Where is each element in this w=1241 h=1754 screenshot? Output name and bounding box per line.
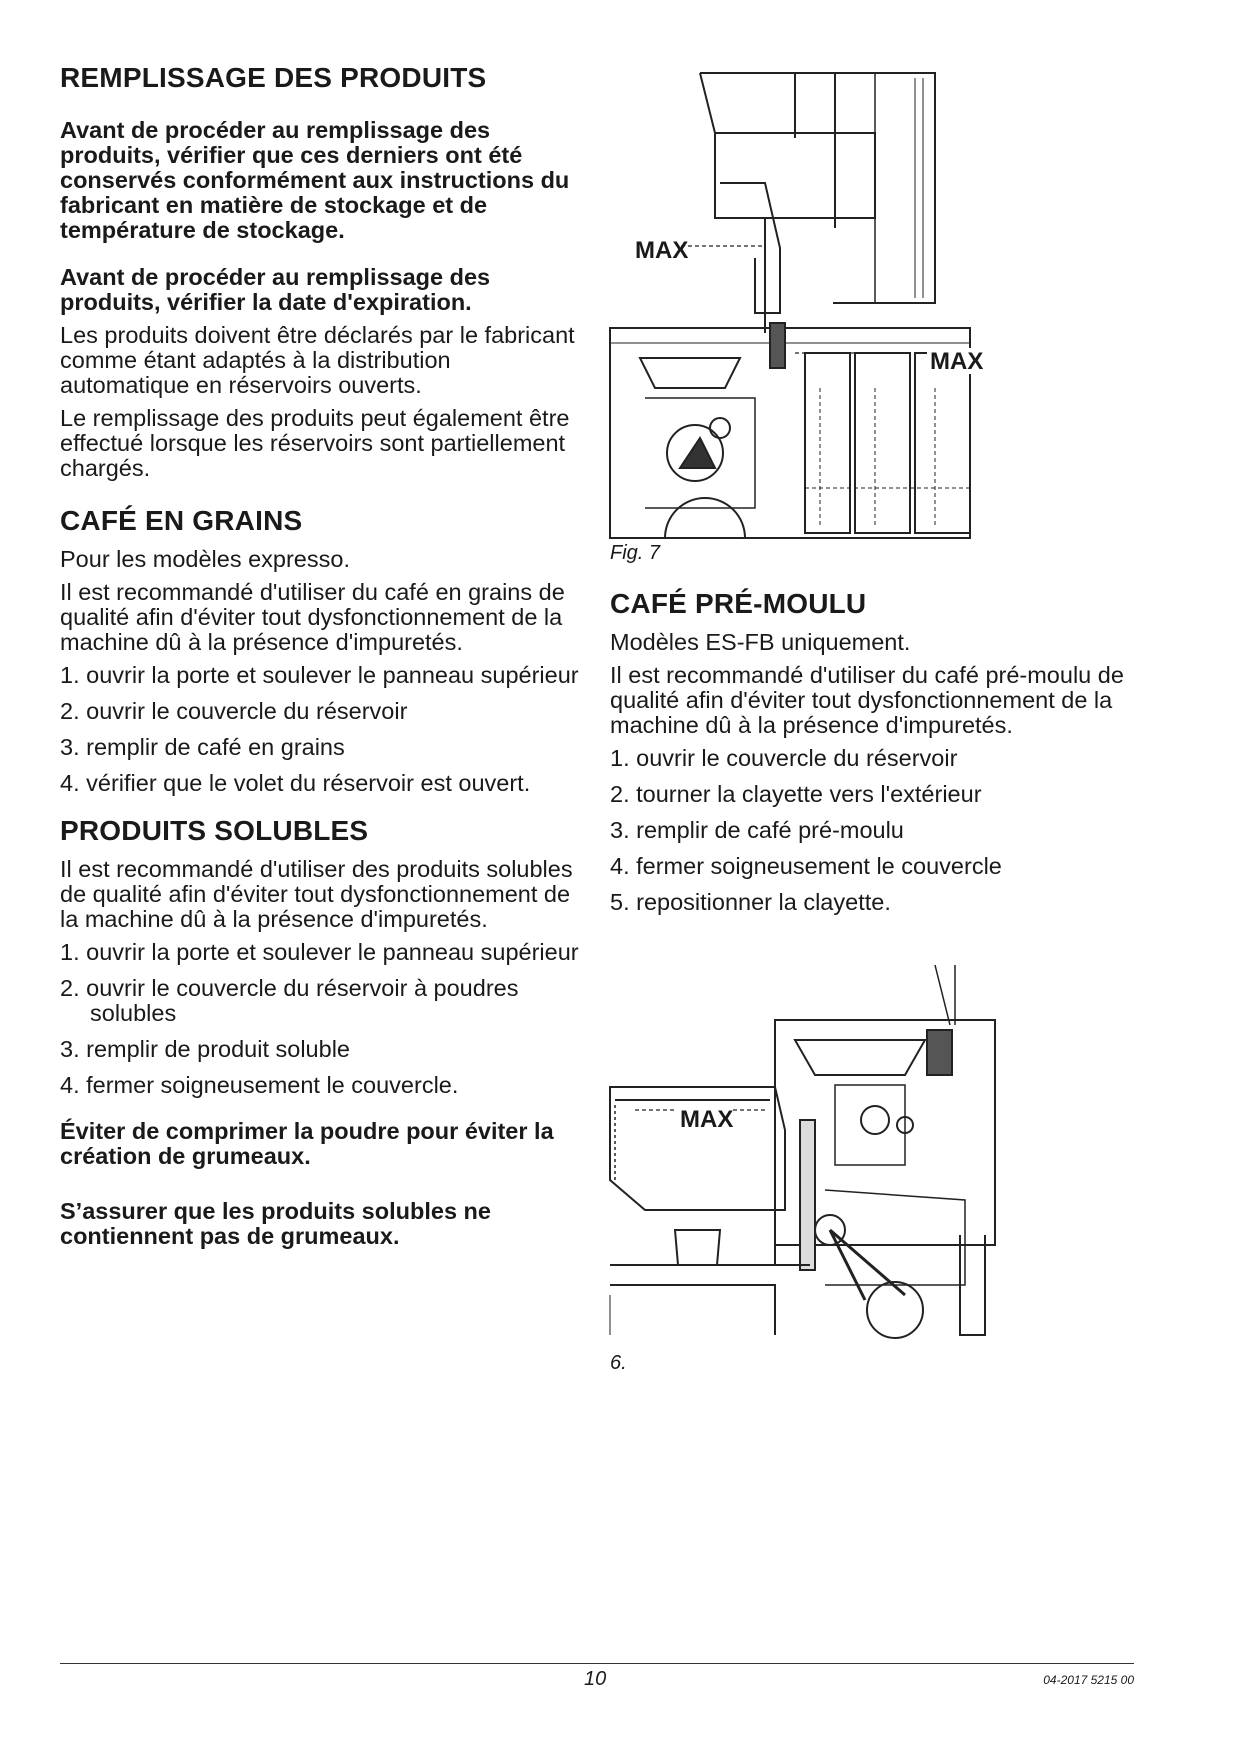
footer-divider [60,1663,1134,1664]
list-item: 3. remplir de café en grains [60,734,345,760]
paragraph-pre-moulu-quality: Il est recommandé d'utiliser du café pré-moulu de qualité afin d'éviter tout dysfonctionnement de la machine dû à la présence d'impuretés. [610,662,1124,738]
figure-pre-moulu-illustration [605,965,1000,1345]
list-grains [60,663,580,796]
heading-cafe-grains: CAFÉ EN GRAINS [60,505,303,536]
list-pre-moulu [610,746,1170,915]
left-column [60,62,580,1257]
fig8-caption: 6. [610,1352,627,1374]
document-code: 04-2017 5215 00 [1043,1673,1134,1687]
paragraph-es-fb: Modèles ES-FB uniquement. [610,629,911,655]
paragraph-expresso: Pour les modèles expresso. [60,546,350,572]
paragraph-grains-quality: Il est recommandé d'utiliser du café en grains de qualité afin d'éviter tout dysfonctionnement de la machine dû à la présence d'impuretés. [60,579,565,655]
list-item: 1. ouvrir la porte et soulever le panneau supérieur [60,662,579,688]
figure-7-illustration [605,68,984,538]
list-item: 2. tourner la clayette vers l'extérieur [610,781,982,807]
list-item: 2. ouvrir le couvercle du réservoir [60,698,408,724]
paragraph-solubles-quality: Il est recommandé d'utiliser des produits solubles de qualité afin d'éviter tout dysfonctionnement de la machine dû à la présence d'impuretés. [60,856,573,932]
warning-expiration: Avant de procéder au remplissage des produits, vérifier la date d'expiration. [60,264,491,315]
heading-produits-solubles: PRODUITS SOLUBLES [60,815,369,846]
list-item: 3. remplir de produit soluble [60,1036,350,1062]
list-solubles [60,940,580,1098]
fig7-max-label-2: MAX [930,348,984,375]
list-item: 1. ouvrir la porte et soulever le panneau supérieur [60,939,579,965]
list-item: 4. fermer soigneusement le couvercle. [60,1072,459,1098]
list-item: 5. repositionner la clayette. [610,889,891,915]
warning-compress: Éviter de comprimer la poudre pour éviter la création de grumeaux. [60,1118,554,1169]
fig8-max-label: MAX [680,1106,734,1133]
list-item: 1. ouvrir le couvercle du réservoir [610,745,958,771]
page-number: 10 [584,1668,607,1690]
fig7-max-label-1: MAX [635,237,689,264]
fig7-caption: Fig. 7 [610,542,661,564]
heading-remplissage: REMPLISSAGE DES PRODUITS [60,62,487,93]
right-column [610,588,1170,926]
list-item: 3. remplir de café pré-moulu [610,817,904,843]
heading-cafe-pre-moulu: CAFÉ PRÉ-MOULU [610,588,867,619]
paragraph-declaration: Les produits doivent être déclarés par le fabricant comme étant adaptés à la distribution automatique en réservoirs ouverts. [60,322,575,398]
list-item: 4. fermer soigneusement le couvercle [610,853,1002,879]
paragraph-partial-fill: Le remplissage des produits peut également être effectué lorsque les réservoirs sont partiellement chargés. [60,405,570,481]
list-item: 2. ouvrir le couvercle du réservoir à poudres solubles [60,975,519,1026]
warning-lumps: S’assurer que les produits solubles ne contiennent pas de grumeaux. [60,1198,491,1249]
warning-storage: Avant de procéder au remplissage des produits, vérifier que ces derniers ont été conservés conformément aux instructions du fabricant en matière de stockage et de température de stockage. [60,117,570,243]
list-item: 4. vérifier que le volet du réservoir est ouvert. [60,770,531,796]
